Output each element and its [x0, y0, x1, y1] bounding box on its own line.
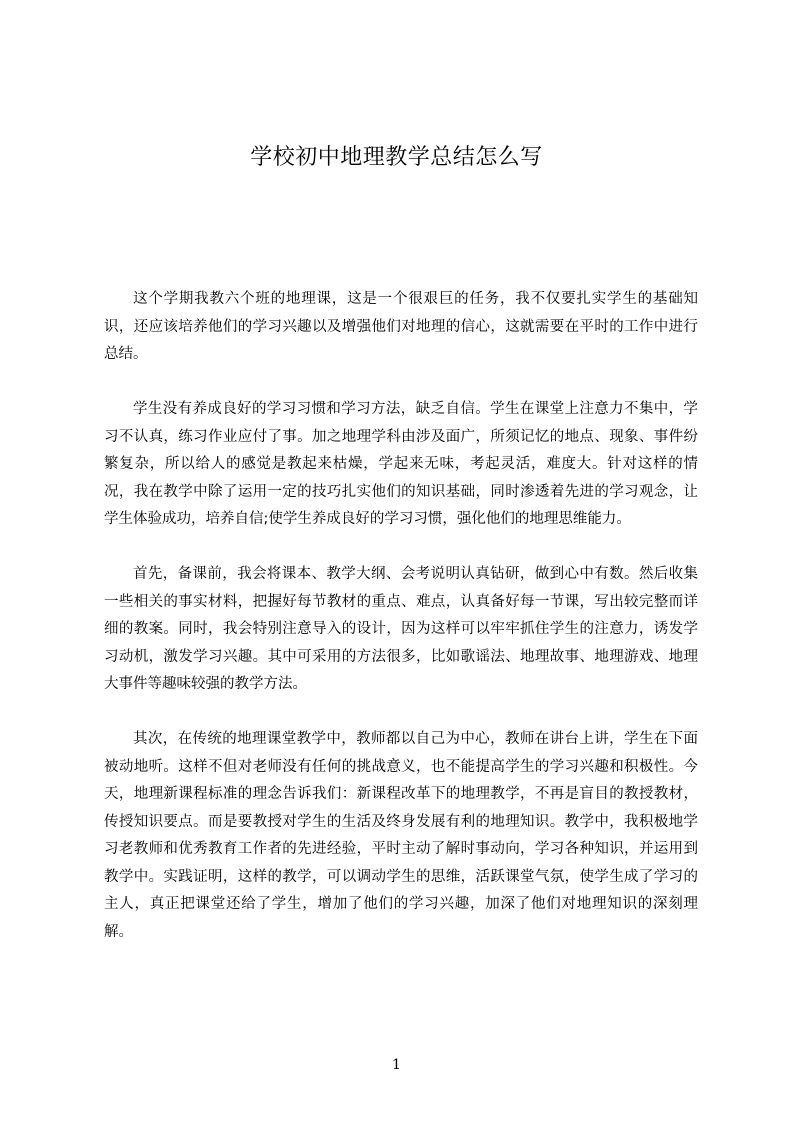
document-body: [104, 286, 698, 974]
paragraph: 其次，在传统的地理课堂教学中，教师都以自己为中心，教师在讲台上讲，学生在下面被动地听。这样不但对老师没有任何的挑战意义，也不能提高学生的学习兴趣和积极性。今天，地理新课程标准的理念告诉我们：新课程改革下的地理教学，不再是盲目的教授教材，传授知识要点。而是要教授对学生的生活及终身发展有利的地理知识。教学中，我积极地学习老教师和优秀教育工作者的先进经验，平时主动了解时事动向，学习各种知识，并运用到教学中。实践证明，这样的教学，可以调动学生的思维，活跃课堂气氛，使学生成了学习的主人，真正把课堂还给了学生，增加了他们的学习兴趣，加深了他们对地理知识的深刻理解。: [104, 731, 698, 940]
page-number: 1: [392, 1057, 401, 1073]
paragraph: 这个学期我教六个班的地理课，这是一个很艰巨的任务，我不仅要扎实学生的基础知识，还应该培养他们的学习兴趣以及增强他们对地理的信心，这就需要在平时的工作中进行总结。: [104, 291, 698, 362]
paragraph: 学生没有养成良好的学习习惯和学习方法，缺乏自信。学生在课堂上注意力不集中，学习不认真，练习作业应付了事。加之地理学科由涉及面广，所须记忆的地点、现象、事件纷繁复杂，所以给人的感觉是教起来枯燥，学起来无味，考起灵活，难度大。针对这样的情况，我在教学中除了运用一定的技巧扎实他们的知识基础，同时渗透着先进的学习观念，让学生体验成功，培养自信;使学生养成良好的学习习惯，强化他们的地理思维能力。: [104, 401, 698, 527]
paragraph: 首先，备课前，我会将课本、教学大纲、会考说明认真钻研，做到心中有数。然后收集一些相关的事实材料，把握好每节教材的重点、难点，认真备好每一节课，写出较完整而详细的教案。同时，我会特别注意导入的设计，因为这样可以牢牢抓住学生的注意力，诱发学习动机，激发学习兴趣。其中可采用的方法很多，比如歌谣法、地理故事、地理游戏、地理大事件等趣味较强的教学方法。: [104, 566, 698, 692]
document-title: 学校初中地理教学总结怎么写: [250, 145, 543, 170]
